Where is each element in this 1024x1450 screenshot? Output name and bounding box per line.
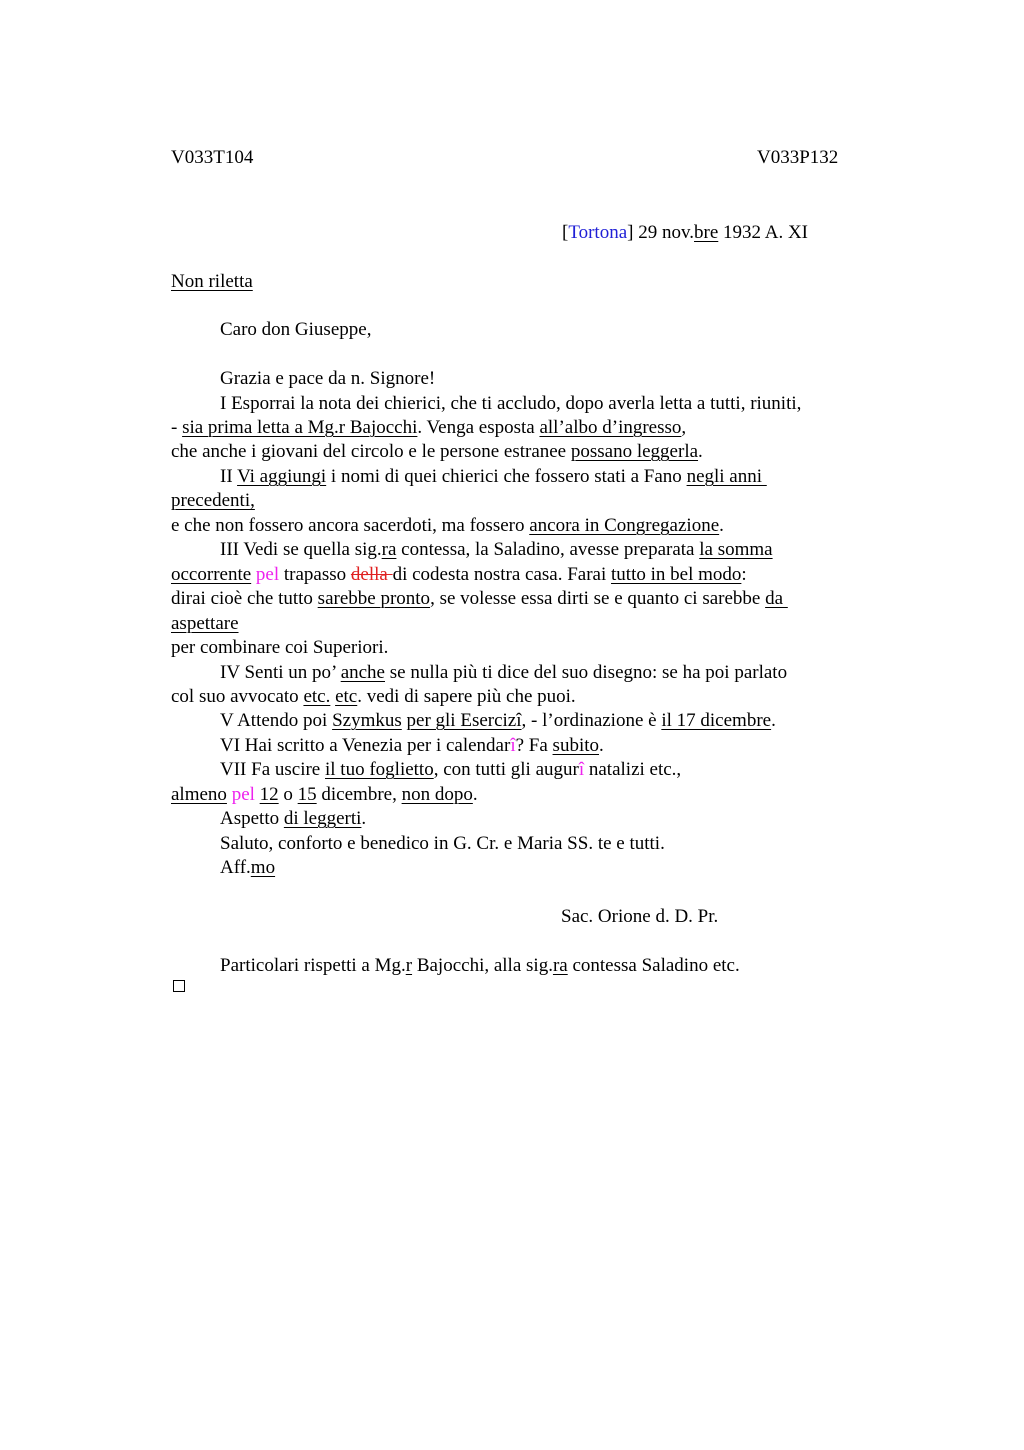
paragraph-6: VI Hai scritto a Venezia per i calendarî? Fa subito. — [220, 735, 604, 756]
paragraph-2-line-3: e che non fossero ancora sacerdoti, ma fossero ancora in Congregazione. — [171, 515, 724, 536]
header-right-code: V033P132 — [757, 147, 839, 168]
checkbox-square-icon — [173, 980, 185, 992]
header-left-code: V033T104 — [171, 147, 254, 168]
closing-saluto: Saluto, conforto e benedico in G. Cr. e Maria SS. te e tutti. — [220, 833, 665, 854]
paragraph-3-line-1: III Vedi se quella sig.ra contessa, la Saladino, avesse preparata la somma — [220, 539, 773, 560]
deleted-word: della — [350, 564, 393, 585]
postscript: Particolari rispetti a Mg.r Bajocchi, alla sig.ra contessa Saladino etc. — [220, 955, 740, 976]
paragraph-3-line-5: per combinare coi Superiori. — [171, 637, 389, 658]
paragraph-3-line-4: aspettare — [171, 613, 239, 634]
paragraph-2-line-2: precedenti, — [171, 490, 255, 511]
closing-affmo: Aff.mo — [220, 857, 276, 878]
not-reread-note: Non riletta — [171, 271, 253, 292]
paragraph-1-line-2: - sia prima letta a Mg.r Bajocchi. Venga esposta all’albo d’ingresso, — [171, 417, 687, 438]
paragraph-3-line-3: dirai cioè che tutto sarebbe pronto, se volesse essa dirti se e quanto ci sarebbe da — [171, 588, 788, 609]
salutation: Caro don Giuseppe, — [220, 319, 372, 340]
paragraph-2-line-1: II Vi aggiungi i nomi di quei chierici che fossero stati a Fano negli anni — [220, 466, 767, 487]
dateline: [Tortona] 29 nov.bre 1932 A. XI — [562, 222, 809, 243]
greeting: Grazia e pace da n. Signore! — [220, 368, 436, 389]
paragraph-5: V Attendo poi Szymkus per gli Esercizî, - l’ordinazione è il 17 dicembre. — [220, 710, 776, 731]
paragraph-3-line-2: occorrente pel trapasso della di codesta nostra casa. Farai tutto in bel modo: — [171, 564, 747, 585]
paragraph-1-line-3: che anche i giovani del circolo e le persone estranee possano leggerla. — [171, 441, 703, 462]
paragraph-4-line-1: IV Senti un po’ anche se nulla più ti dice del suo disegno: se ha poi parlato — [220, 662, 788, 683]
closing-aspetto: Aspetto di leggerti. — [220, 808, 367, 829]
signature: Sac. Orione d. D. Pr. — [561, 906, 719, 927]
paragraph-7-line-1: VII Fa uscire il tuo foglietto, con tutti gli augurî natalizi etc., — [220, 759, 682, 780]
paragraph-4-line-2: col suo avvocato etc. etc. vedi di sapere più che puoi. — [171, 686, 576, 707]
dateline-place: Tortona — [568, 222, 628, 243]
paragraph-1-line-1: I Esporrai la nota dei chierici, che ti accludo, dopo averla letta a tutti, riuniti, — [220, 393, 802, 414]
paragraph-7-line-2: almeno pel 12 o 15 dicembre, non dopo. — [171, 784, 478, 805]
